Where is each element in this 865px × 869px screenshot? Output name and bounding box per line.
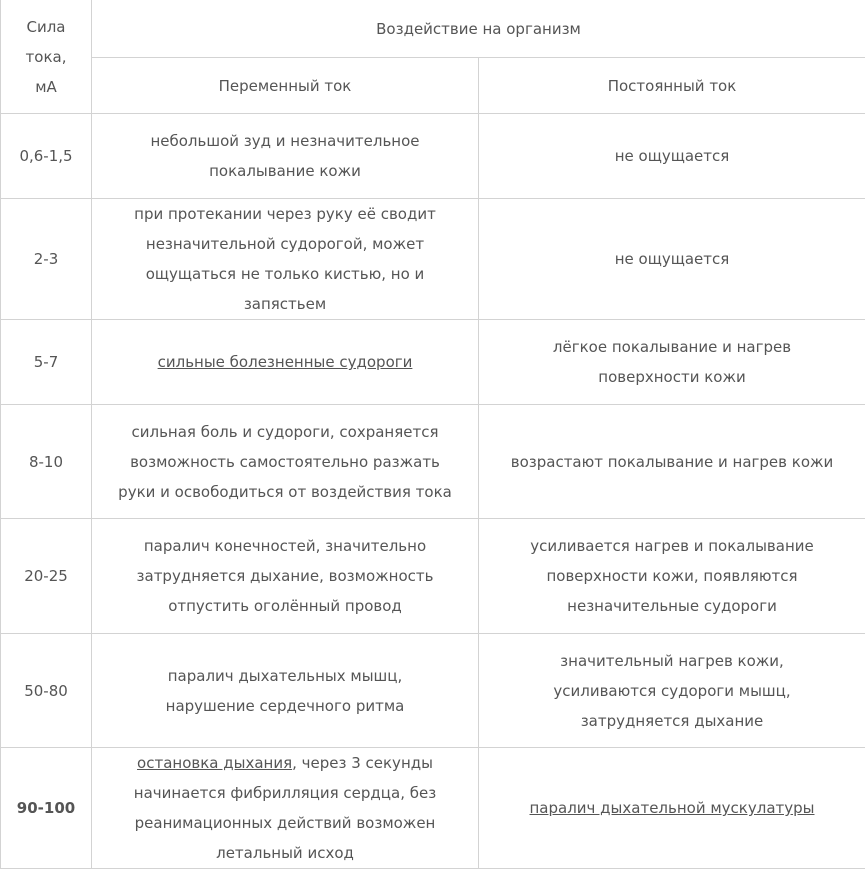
current-cell: 8-10 (1, 405, 92, 519)
dc-cell (479, 748, 865, 869)
ac-cell: сильная боль и судороги, сохраняется возможность самостоятельно разжать руки и освободиться от воздействия тока (92, 405, 479, 519)
ac-cell: при протекании через руку её сводит незначительной судорогой, может ощущаться не только кистью, но и запястьем (92, 199, 479, 320)
current-cell: 90-100 (1, 748, 92, 869)
ac-link[interactable]: сильные болезненные судороги (158, 353, 413, 371)
dc-cell: не ощущается (479, 199, 865, 320)
dc-cell: возрастают покалывание и нагрев кожи (479, 405, 865, 519)
effect-header: Воздействие на организм (92, 0, 865, 58)
current-cell: 50-80 (1, 634, 92, 748)
table-row (1, 748, 865, 869)
dc-link[interactable]: паралич дыхательной мускулатуры (530, 799, 815, 817)
ac-cell: паралич дыхательных мышц, нарушение сердечного ритма (92, 634, 479, 748)
table-row (1, 114, 865, 199)
current-cell: 5-7 (1, 320, 92, 405)
dc-cell: лёгкое покалывание и нагрев поверхности кожи (479, 320, 865, 405)
dc-header: Постоянный ток (479, 58, 865, 114)
table-row (1, 519, 865, 634)
ac-link[interactable]: остановка дыхания (137, 754, 292, 772)
ac-cell (92, 748, 479, 869)
table-row (1, 634, 865, 748)
current-cell: 2-3 (1, 199, 92, 320)
ac-cell: небольшой зуд и незначительное покалывание кожи (92, 114, 479, 199)
table-row (1, 405, 865, 519)
ac-header: Переменный ток (92, 58, 479, 114)
dc-cell: значительный нагрев кожи, усиливаются судороги мышц, затрудняется дыхание (479, 634, 865, 748)
current-cell: 20-25 (1, 519, 92, 634)
ac-cell (92, 320, 479, 405)
dc-cell: не ощущается (479, 114, 865, 199)
current-header: Сила тока, мА (1, 0, 92, 114)
table-row (1, 320, 865, 405)
dc-cell: усиливается нагрев и покалывание поверхности кожи, появляются незначительные судороги (479, 519, 865, 634)
ac-cell: паралич конечностей, значительно затрудняется дыхание, возможность отпустить оголённый провод (92, 519, 479, 634)
subheader-row (1, 58, 865, 114)
ac-text: , через 3 секунды начинается фибрилляция сердца, без реанимационных действий возможен летальный исход (134, 754, 436, 862)
current-cell: 0,6-1,5 (1, 114, 92, 199)
header-row (1, 0, 865, 58)
table-row (1, 199, 865, 320)
